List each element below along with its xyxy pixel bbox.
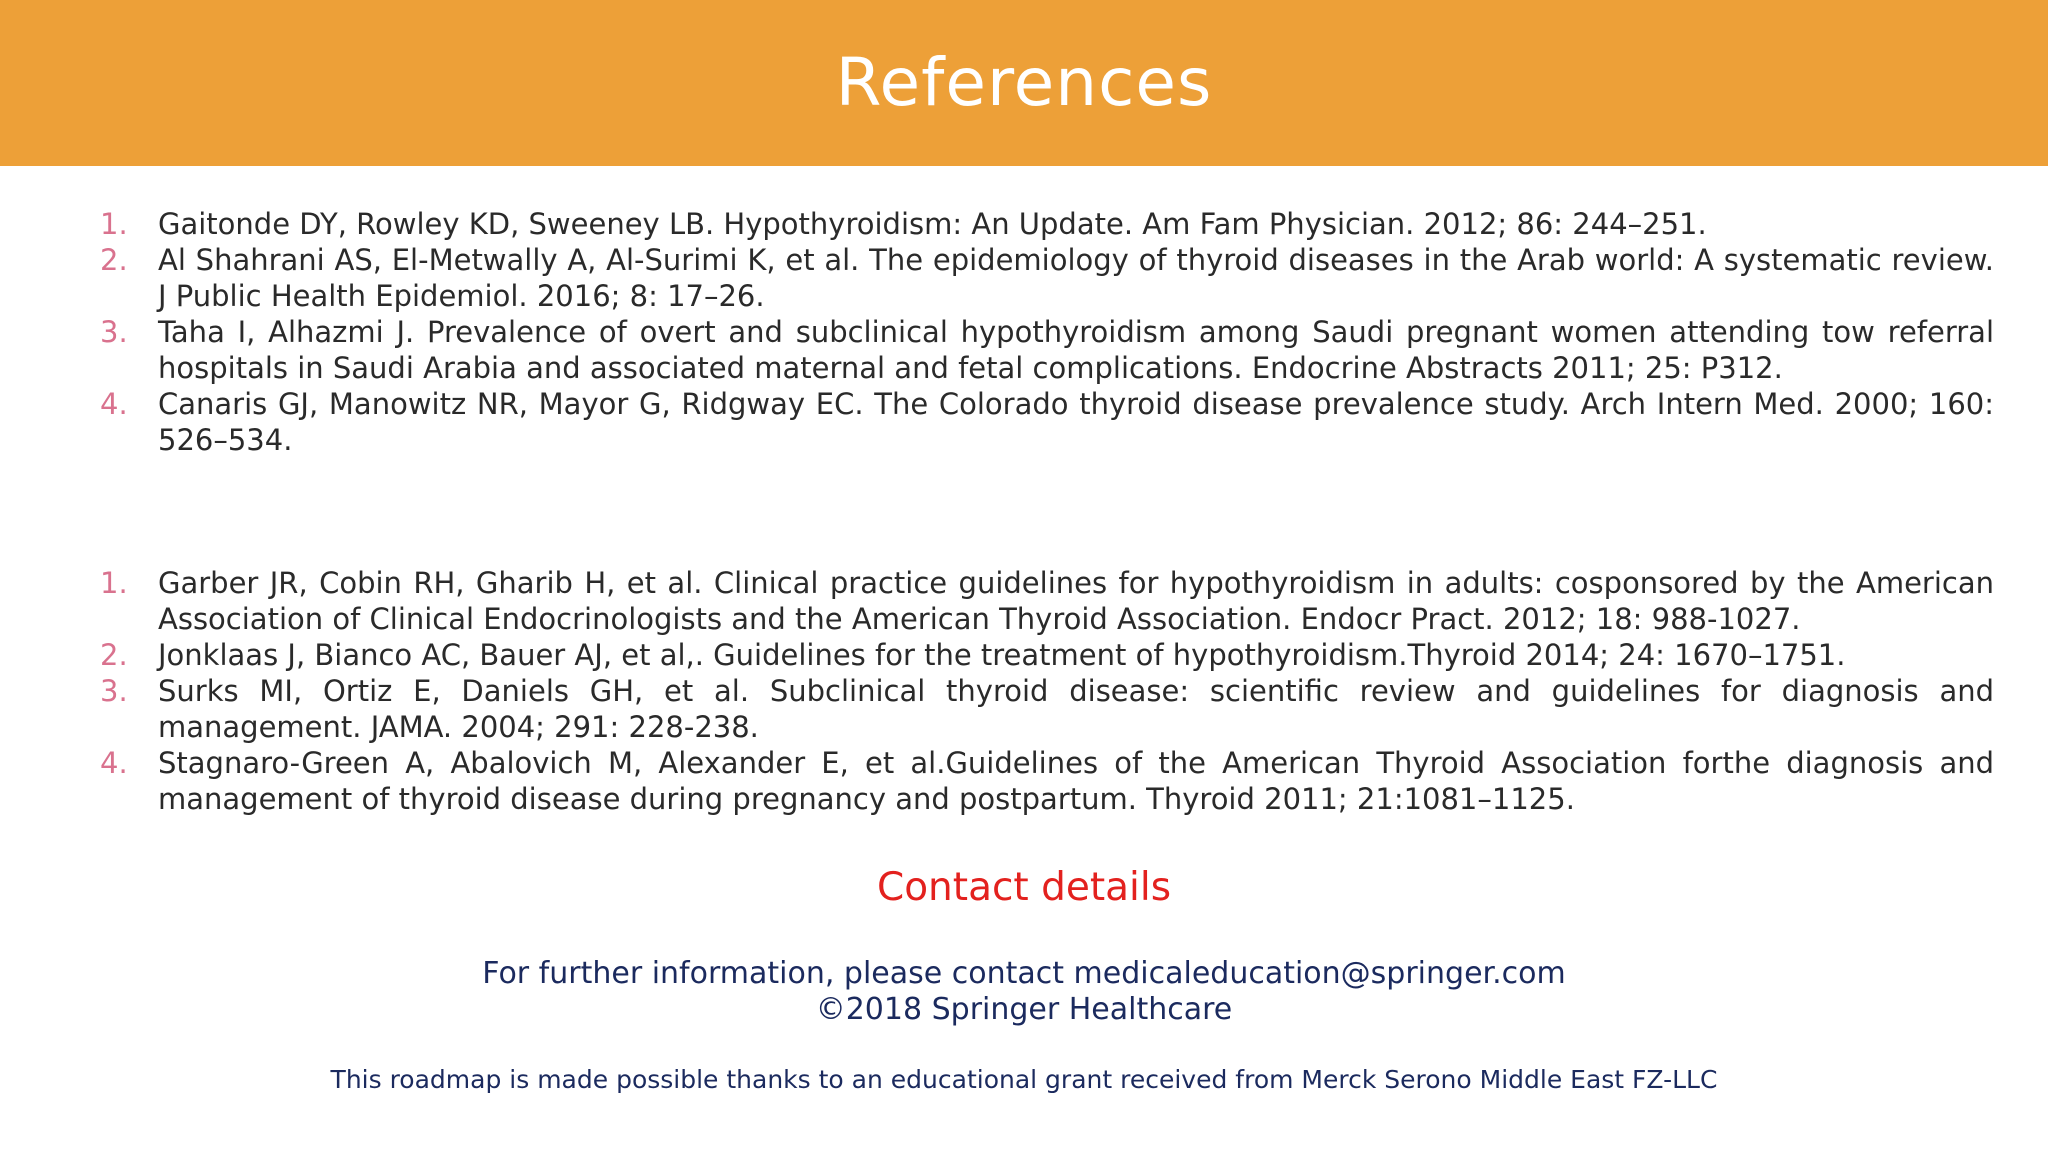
page-title: References: [835, 43, 1213, 121]
reference-text: Gaitonde DY, Rowley KD, Sweeney LB. Hypothyroidism: An Update. Am Fam Physician. 2012; 86: 244–251.: [158, 207, 1707, 241]
contact-info-line: For further information, please contact medicaleducation@springer.com: [482, 956, 1566, 991]
reference-text: Canaris GJ, Manowitz NR, Mayor G, Ridgway EC. The Colorado thyroid disease prevalence study. Arch Intern Med. 2000; 160: 526–534.: [158, 387, 1994, 457]
reference-item: [100, 206, 1994, 242]
reference-item: [100, 386, 1994, 458]
reference-text: Taha I, Alhazmi J. Prevalence of overt and subclinical hypothyroidism among Saudi pregnant women attending tow referral hospitals in Saudi Arabia and associated maternal and fetal complications. Endocrine Abstracts 2011; 25: P312.: [158, 315, 1994, 385]
reference-item: [100, 673, 1994, 745]
reference-number: 4.: [100, 746, 128, 780]
reference-text: Al Shahrani AS, El-Metwally A, Al-Surimi K, et al. The epidemiology of thyroid diseases in the Arab world: A systematic review. J Public Health Epidemiol. 2016; 8: 17–26.: [158, 243, 1994, 313]
reference-text: Surks MI, Ortiz E, Daniels GH, et al. Subclinical thyroid disease: scientific review and guidelines for diagnosis and management. JAMA. 2004; 291: 228-238.: [158, 674, 1994, 744]
reference-number: 1.: [100, 207, 128, 241]
reference-number: 4.: [100, 387, 128, 421]
header-bar: [0, 0, 2048, 166]
reference-text: Garber JR, Cobin RH, Gharib H, et al. Clinical practice guidelines for hypothyroidism in adults: cosponsored by the American Association of Clinical Endocrinologists and the American Thyroid Association. Endocr Pract. 2012; 18: 988-1027.: [158, 566, 1994, 636]
reference-item: [100, 314, 1994, 386]
reference-number: 2.: [100, 243, 128, 277]
contact-heading: Contact details: [876, 865, 1172, 910]
copyright-line: ©2018 Springer Healthcare: [815, 992, 1233, 1027]
reference-list-2: [100, 565, 1994, 817]
reference-item: [100, 565, 1994, 637]
grant-acknowledgement: This roadmap is made possible thanks to an educational grant received from Merck Serono Middle East FZ-LLC: [330, 1065, 1718, 1094]
reference-number: 3.: [100, 315, 128, 349]
reference-item: [100, 242, 1994, 314]
reference-item: [100, 745, 1994, 817]
reference-text: Jonklaas J, Bianco AC, Bauer AJ, et al,. Guidelines for the treatment of hypothyroidism.Thyroid 2014; 24: 1670–1751.: [158, 638, 1846, 672]
reference-number: 3.: [100, 674, 128, 708]
reference-number: 1.: [100, 566, 128, 600]
reference-item: [100, 637, 1994, 673]
reference-text: Stagnaro-Green A, Abalovich M, Alexander E, et al.Guidelines of the American Thyroid Association forthe diagnosis and management of thyroid disease during pregnancy and postpartum. Thyroid 2011; 21:1081–1125.: [158, 746, 1994, 816]
reference-list-1: [100, 206, 1994, 458]
reference-number: 2.: [100, 638, 128, 672]
